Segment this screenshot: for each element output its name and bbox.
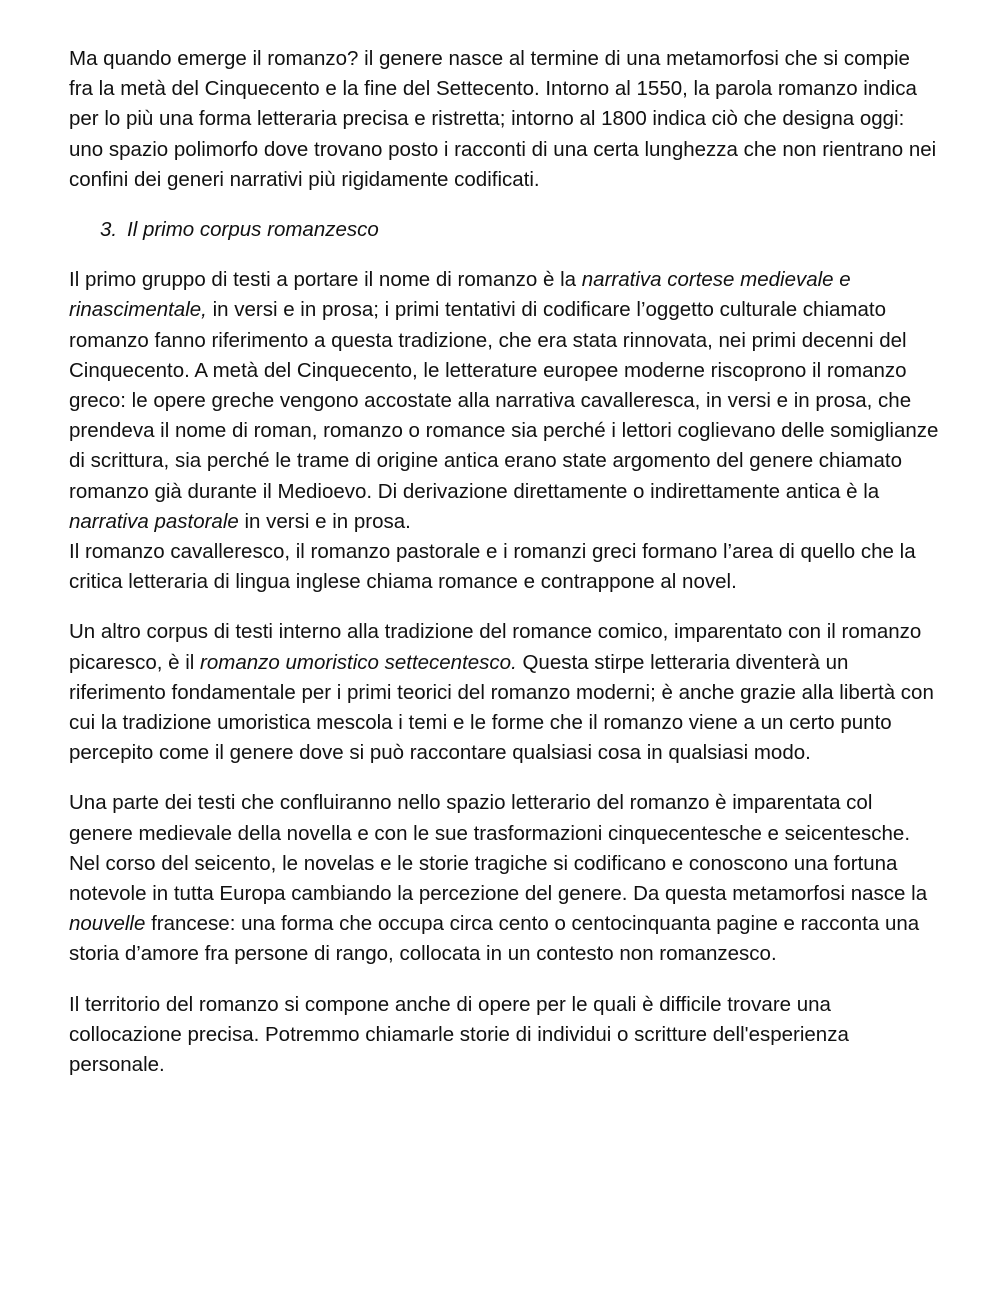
text-run: Il primo gruppo di testi a portare il nome di romanzo è la (69, 268, 582, 292)
text-run: francese: una forma che occupa circa cento o centocinquanta pagine e racconta una storia d’amore fra persone di rango, collocata in un contesto non romanzesco. (69, 912, 920, 966)
italic-term: nouvelle (69, 912, 146, 936)
paragraph-romance-area: Il romanzo cavalleresco, il romanzo pastorale e i romanzi greci formano l’area di quello che la critica letteraria di lingua inglese chiama romance e contrappone al novel. (69, 540, 916, 594)
text-run: in versi e in prosa. (238, 509, 411, 533)
italic-term: narrativa pastorale (69, 509, 239, 533)
document-page (69, 44, 939, 1100)
paragraph-territory: Il territorio del romanzo si compone anche di opere per le quali è difficile trovare una collocazione precisa. Potremmo chiamarle storie di individui o scritture dell'esperienza personale. (69, 992, 849, 1077)
paragraph-intro: Ma quando emerge il romanzo? il genere nasce al termine di una metamorfosi che si compie fra la metà del Cinquecento e la fine del Settecento. Intorno al 1550, la parola romanzo indica per lo più una forma letteraria precisa e ristretta; intorno al 1800 indica ciò che designa oggi: uno spazio polimorfo dove trovano posto i racconti di una certa lunghezza che non rientrano nei confini dei generi narrativi più rigidamente codificati. (69, 47, 937, 191)
text-run: Questa stirpe letteraria diventerà un riferimento fondamentale per i primi teorici del romanzo moderni; è anche grazie alla libertà con cui la tradizione umoristica mescola i temi e le forme che il romanzo viene a un certo punto percepito come il genere dove si può raccontare qualsiasi cosa in qualsiasi modo. (69, 650, 934, 765)
text-run: in versi e in prosa; i primi tentativi di codificare l’oggetto culturale chiamato romanzo fanno riferimento a questa tradizione, che era stata rinnovata, nei primi decenni del Cinquecento. A metà del Cinquecento, le letterature europee moderne riscoprono il romanzo greco: le opere greche vengono accostate alla narrativa cavalleresca, in versi e in prosa, che prendeva il nome di roman, romanzo o romance sia perché i lettori coglievano delle somiglianze di scrittura, sia perché le trame di origine antica erano state argomento del genere chiamato romanzo già durante il Medioevo. Di derivazione direttamente o indirettamente antica è la (69, 298, 939, 503)
text-run: Una parte dei testi che confluiranno nello spazio letterario del romanzo è imparentata col genere medievale della novella e con le sue trasformazioni cinquecentesche e seicentesche. Nel corso del seicento, le novelas e le storie tragiche si codificano e conoscono una fortuna notevole in tutta Europa cambiando la percezione del genere. Da questa metamorfosi nasce la (69, 791, 928, 906)
paragraph-first-corpus (69, 265, 939, 537)
text-run: Un altro corpus di testi interno alla tradizione del romance comico, imparentato con il romanzo picaresco, è il (69, 620, 922, 674)
section-heading (100, 215, 939, 245)
italic-term: narrativa cortese medievale e rinascimentale, (69, 268, 851, 322)
paragraph-humorous-novel (69, 617, 939, 768)
italic-term: romanzo umoristico settecentesco. (200, 650, 517, 674)
section-number: 3. (100, 218, 118, 242)
paragraph-novella (69, 788, 939, 969)
section-title: Il primo corpus romanzesco (127, 218, 379, 242)
